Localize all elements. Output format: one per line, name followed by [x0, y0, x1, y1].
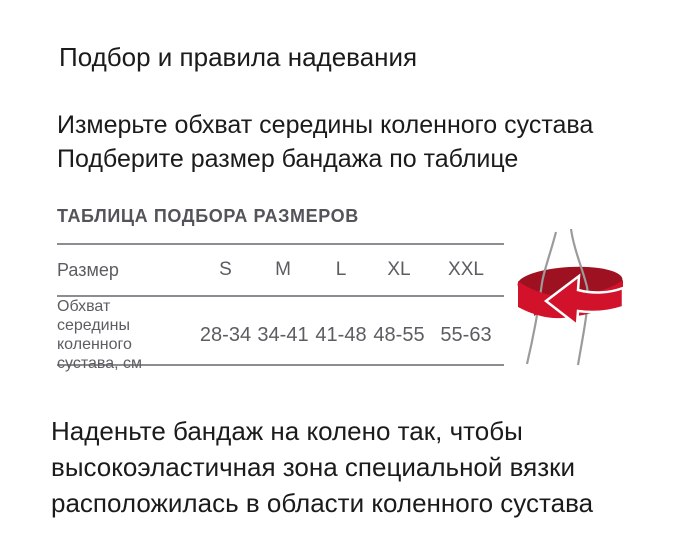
- outro-line-3: расположилась в области коленного сустава: [51, 488, 594, 518]
- size-cell-xl: XL: [387, 259, 411, 280]
- leg-outline-left: [527, 232, 556, 364]
- size-cell-xxl: XXL: [448, 259, 484, 280]
- size-table-header-row: [57, 243, 504, 297]
- page-title: Подбор и правила надевания: [59, 42, 418, 72]
- measuring-band: [518, 280, 623, 318]
- size-table: [57, 243, 504, 372]
- size-table-data-row: [57, 297, 504, 372]
- outro-line-2: высокоэластичная зона специальной вязки: [51, 452, 576, 482]
- value-cell-s: 28-34: [199, 323, 252, 346]
- size-cell-l: L: [335, 259, 347, 280]
- value-cell-m: 34-41: [257, 323, 309, 346]
- value-cell-xl: 48-55: [373, 323, 425, 346]
- band-end-tongue: [534, 297, 551, 316]
- outro-paragraph: [51, 413, 593, 521]
- intro-paragraph: [57, 108, 593, 176]
- value-cell-xxl: 55-63: [440, 323, 492, 346]
- size-cell-m: M: [275, 259, 291, 280]
- size-table-title: ТАБЛИЦА ПОДБОРА РАЗМЕРОВ: [57, 206, 359, 226]
- size-row-label: Размер: [57, 259, 119, 280]
- value-cell-l: 41-48: [315, 323, 367, 346]
- intro-line-2: Подберите размер бандажа по таблице: [57, 145, 519, 173]
- outro-line-1: Наденьте бандаж на колено так, чтобы: [51, 416, 523, 446]
- band-arrow-icon: [546, 276, 623, 325]
- intro-line-1: Измерьте обхват середины коленного сустава: [57, 111, 594, 139]
- band-top-face: [517, 264, 623, 299]
- circumference-row-label: Обхват середины коленного сустава, см: [57, 298, 142, 372]
- size-cell-s: S: [219, 259, 232, 280]
- leg-outline-right: [571, 229, 588, 365]
